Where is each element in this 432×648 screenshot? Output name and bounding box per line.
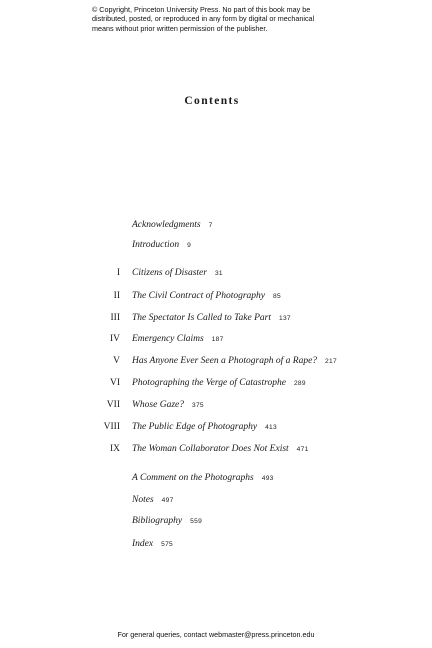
entry-title-text: Has Anyone Ever Seen a Photograph of a Rape? (132, 356, 318, 366)
chapter-number: III (110, 313, 120, 323)
toc-entry-chapter-5 (0, 354, 432, 370)
page-number: 85 (273, 293, 281, 300)
page-number: 187 (211, 336, 224, 343)
toc-entry-chapter-4 (0, 332, 432, 348)
entry-title-text: Photographing the Verge of Catastrophe (132, 378, 286, 388)
entry-title-text: Introduction (132, 240, 180, 250)
copyright-line: distributed, posted, or reproduced in any form by digital or mechanical (92, 14, 315, 24)
toc-entry-chapter-8 (0, 420, 432, 436)
toc-entry-chapter-3 (0, 311, 432, 327)
entry-title-text: Notes (132, 495, 154, 505)
entry-title-text: Bibliography (132, 516, 183, 526)
copyright-line: means without prior written permission of the publisher. (92, 23, 268, 33)
page-number: 9 (187, 242, 192, 249)
toc-entry-index (0, 537, 432, 553)
toc-entry-chapter-7 (0, 398, 432, 414)
chapter-number: VI (109, 378, 120, 388)
page-number: 31 (214, 270, 223, 277)
entry-title (132, 398, 204, 413)
page-number: 375 (191, 402, 204, 409)
chapter-number: VII (106, 400, 120, 410)
footer-contact: For general queries, contact webmaster@press.princeton.edu (117, 630, 315, 639)
entry-title-text: Acknowledgments (132, 220, 201, 230)
entry-title (132, 442, 309, 457)
chapter-number: II (113, 291, 120, 301)
entry-title (132, 266, 223, 281)
chapter-number: V (113, 356, 120, 366)
page-number: 471 (296, 446, 309, 453)
entry-title (132, 493, 174, 508)
page-number: 559 (190, 518, 203, 525)
entry-title-text: The Spectator Is Called to Take Part (132, 313, 271, 323)
entry-title (132, 471, 274, 486)
chapter-number: IX (109, 444, 120, 454)
page-number: 497 (161, 497, 174, 504)
toc-entry-notes (0, 493, 432, 509)
entry-title-text: A Comment on the Photographs (132, 473, 254, 483)
toc-entry-chapter-1 (0, 266, 432, 282)
copyright-line: © Copyright, Princeton University Press. No part of this book may be (92, 5, 311, 14)
entry-title-text: The Public Edge of Photography (132, 422, 258, 432)
chapter-number: VIII (103, 422, 120, 432)
toc-entry-introduction (0, 238, 432, 254)
toc-entry-acknowledgments (0, 218, 432, 234)
entry-title-text: Emergency Claims (132, 334, 204, 344)
entry-title-text: The Woman Collaborator Does Not Exist (132, 444, 289, 454)
entry-title-text: Whose Gaze? (132, 400, 184, 410)
toc-entry-chapter-2 (0, 289, 432, 305)
entry-title (132, 420, 277, 435)
contents-heading: Contents (184, 95, 240, 107)
page-number: 289 (293, 380, 306, 387)
copyright-notice (92, 5, 392, 33)
page-number: 217 (325, 358, 337, 365)
entry-title (132, 354, 337, 369)
entry-title (132, 311, 291, 326)
entry-title (132, 332, 224, 347)
page-number: 413 (265, 424, 277, 431)
toc-entry-chapter-9 (0, 442, 432, 458)
page-number: 137 (278, 315, 291, 322)
entry-title-text: Index (132, 539, 154, 549)
entry-title-text: Citizens of Disaster (132, 268, 207, 278)
chapter-number: IV (109, 334, 120, 344)
toc-entry-chapter-6 (0, 376, 432, 392)
entry-title (132, 238, 191, 253)
page-number: 493 (261, 475, 274, 482)
toc-entry-bibliography (0, 514, 432, 530)
page-number: 7 (208, 222, 213, 229)
entry-title (132, 376, 306, 391)
chapter-number: I (116, 268, 120, 278)
entry-title (132, 514, 202, 529)
entry-title (132, 537, 173, 552)
toc-entry-comment-on-photographs (0, 471, 432, 487)
entry-title-text: The Civil Contract of Photography (132, 291, 265, 301)
entry-title (132, 218, 213, 233)
entry-title (132, 289, 281, 304)
page-number: 575 (161, 541, 174, 548)
